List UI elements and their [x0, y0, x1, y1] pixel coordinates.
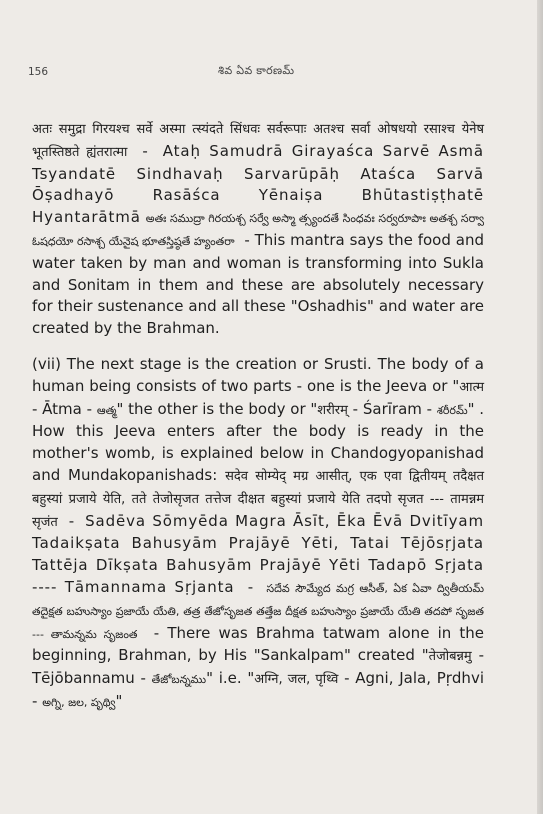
dash: -: [153, 623, 160, 642]
text-segment: - Agni, Jala, Pṛdhvi -: [32, 669, 484, 710]
text-segment: (vii) The next stage is the creation or Srusti. The body of a human being consists of two parts - one is the Jeeva or ": [32, 354, 484, 395]
page-number: 156: [28, 66, 49, 78]
sanskrit-quote: सदेव सोम्येद् मग्र आसीत्, एक एवा द्वितीयम् तदैक्षत बहुस्यां प्रजाये येति, तते तेजोसृजत तत्तेज दीक्षत बहुस्यां प्रजाये येति तदपो सृजत --- तामन्नम सृजंत: [32, 468, 484, 530]
text-segment: " i.e. ": [206, 669, 255, 688]
running-title: శివ ఏవ కారణమ్: [218, 64, 295, 77]
telugu-quote: సదేవ సౌమ్యేద మగ్ర ఆసీత్, ఏక ఏవా ద్వితీయమ్ తదైక్షత బహుస్యాం ప్రజాయే యేతి, తత్ర తేజోసృజత తత్తేజ దీక్షత బహుస్యాం ప్రజాయే యేతి తదపో సృజత --- తామన్నమ సృజంత: [32, 581, 484, 641]
telugu-term: అగ్ని, జల, పృథ్వి: [42, 695, 116, 709]
sanskrit-verse: अतः समुद्रा गिरयश्च सर्वे अस्मा त्स्यंदते सिंधवः सर्वरूपाः अतश्च सर्वा ओषधयो रसाश्च येनेष भूतस्तिष्ठते ह्यंतरात्मा: [32, 122, 484, 160]
transliteration: Ataḥ Samudrā Girayaśca Sarvē Asmā Tsyandatē Sindhavaḥ Sarvarūpāḥ Ataśca Sarvā Ōṣadhayō Rasāśca Yēnaiṣa Bhūtastiṣṭhatē Hyantarātmā: [32, 141, 484, 227]
text-segment: There was Brahma tatwam alone in the beginning, Brahman, by His "Sankalpam" created ": [32, 623, 485, 665]
text-segment: " the other is the body or ": [116, 399, 318, 418]
body-text: [32, 118, 484, 714]
sanskrit-term: अग्नि, जल, पृथ्वि: [254, 672, 339, 688]
text-segment: - Śarīram -: [347, 399, 437, 418]
sanskrit-term: शरीरम्: [317, 402, 348, 418]
sanskrit-term: तेजोबन्नमु: [428, 649, 472, 665]
text-segment: ": [115, 691, 123, 710]
sanskrit-term: आत्म: [459, 379, 484, 395]
telugu-term: ఆత్మ: [96, 403, 117, 417]
dash: -: [244, 230, 250, 249]
transliteration: Sadēva Sōmyēda Magra Āsīt, Ēka Ēvā Dvitīyam Tadaikṣata Bahusyām Prajāyē Yēti, Tatai Tējōsṛjata Tattēja Dīkṣata Bahusyām Prajāyē Yēti Tadapō Sṛjata ---- Tāmannama Sṛjanta: [32, 511, 485, 596]
telugu-verse: అతః సముద్రా గిరయశ్చ సర్వే అస్మా త్స్యందతే సింధవః సర్వరూపాః అతశ్చ సర్వా ఓషధయో రసాశ్చ యేనైష భూతస్తిష్ఠతే హ్యంతరా: [32, 212, 484, 248]
english-explanation: This mantra says the food and water taken by man and woman is transforming into Sukla and Sonitam in them and these are absolutely necessary for their sustenance and all these "Oshadhis" and water are created by the Brahman.: [32, 230, 484, 338]
dash: -: [142, 141, 148, 160]
dash: -: [247, 577, 254, 596]
page-edge: [537, 0, 543, 814]
page-header: [28, 62, 508, 82]
telugu-term: తేజోబన్నము: [151, 673, 207, 687]
text-segment: - Ātma -: [32, 399, 97, 418]
paragraph-mantra: [32, 118, 484, 340]
paragraph-creation: [32, 354, 484, 714]
text-segment: " . How this Jeeva enters after the body is ready in the mother's womb, is explained below in Chandogyopanishad and Mundakopanishads:: [32, 399, 485, 484]
text-segment: - Tējōbannamu -: [32, 646, 484, 688]
telugu-term: శరీరమ్: [436, 403, 468, 417]
dash: -: [68, 511, 75, 530]
